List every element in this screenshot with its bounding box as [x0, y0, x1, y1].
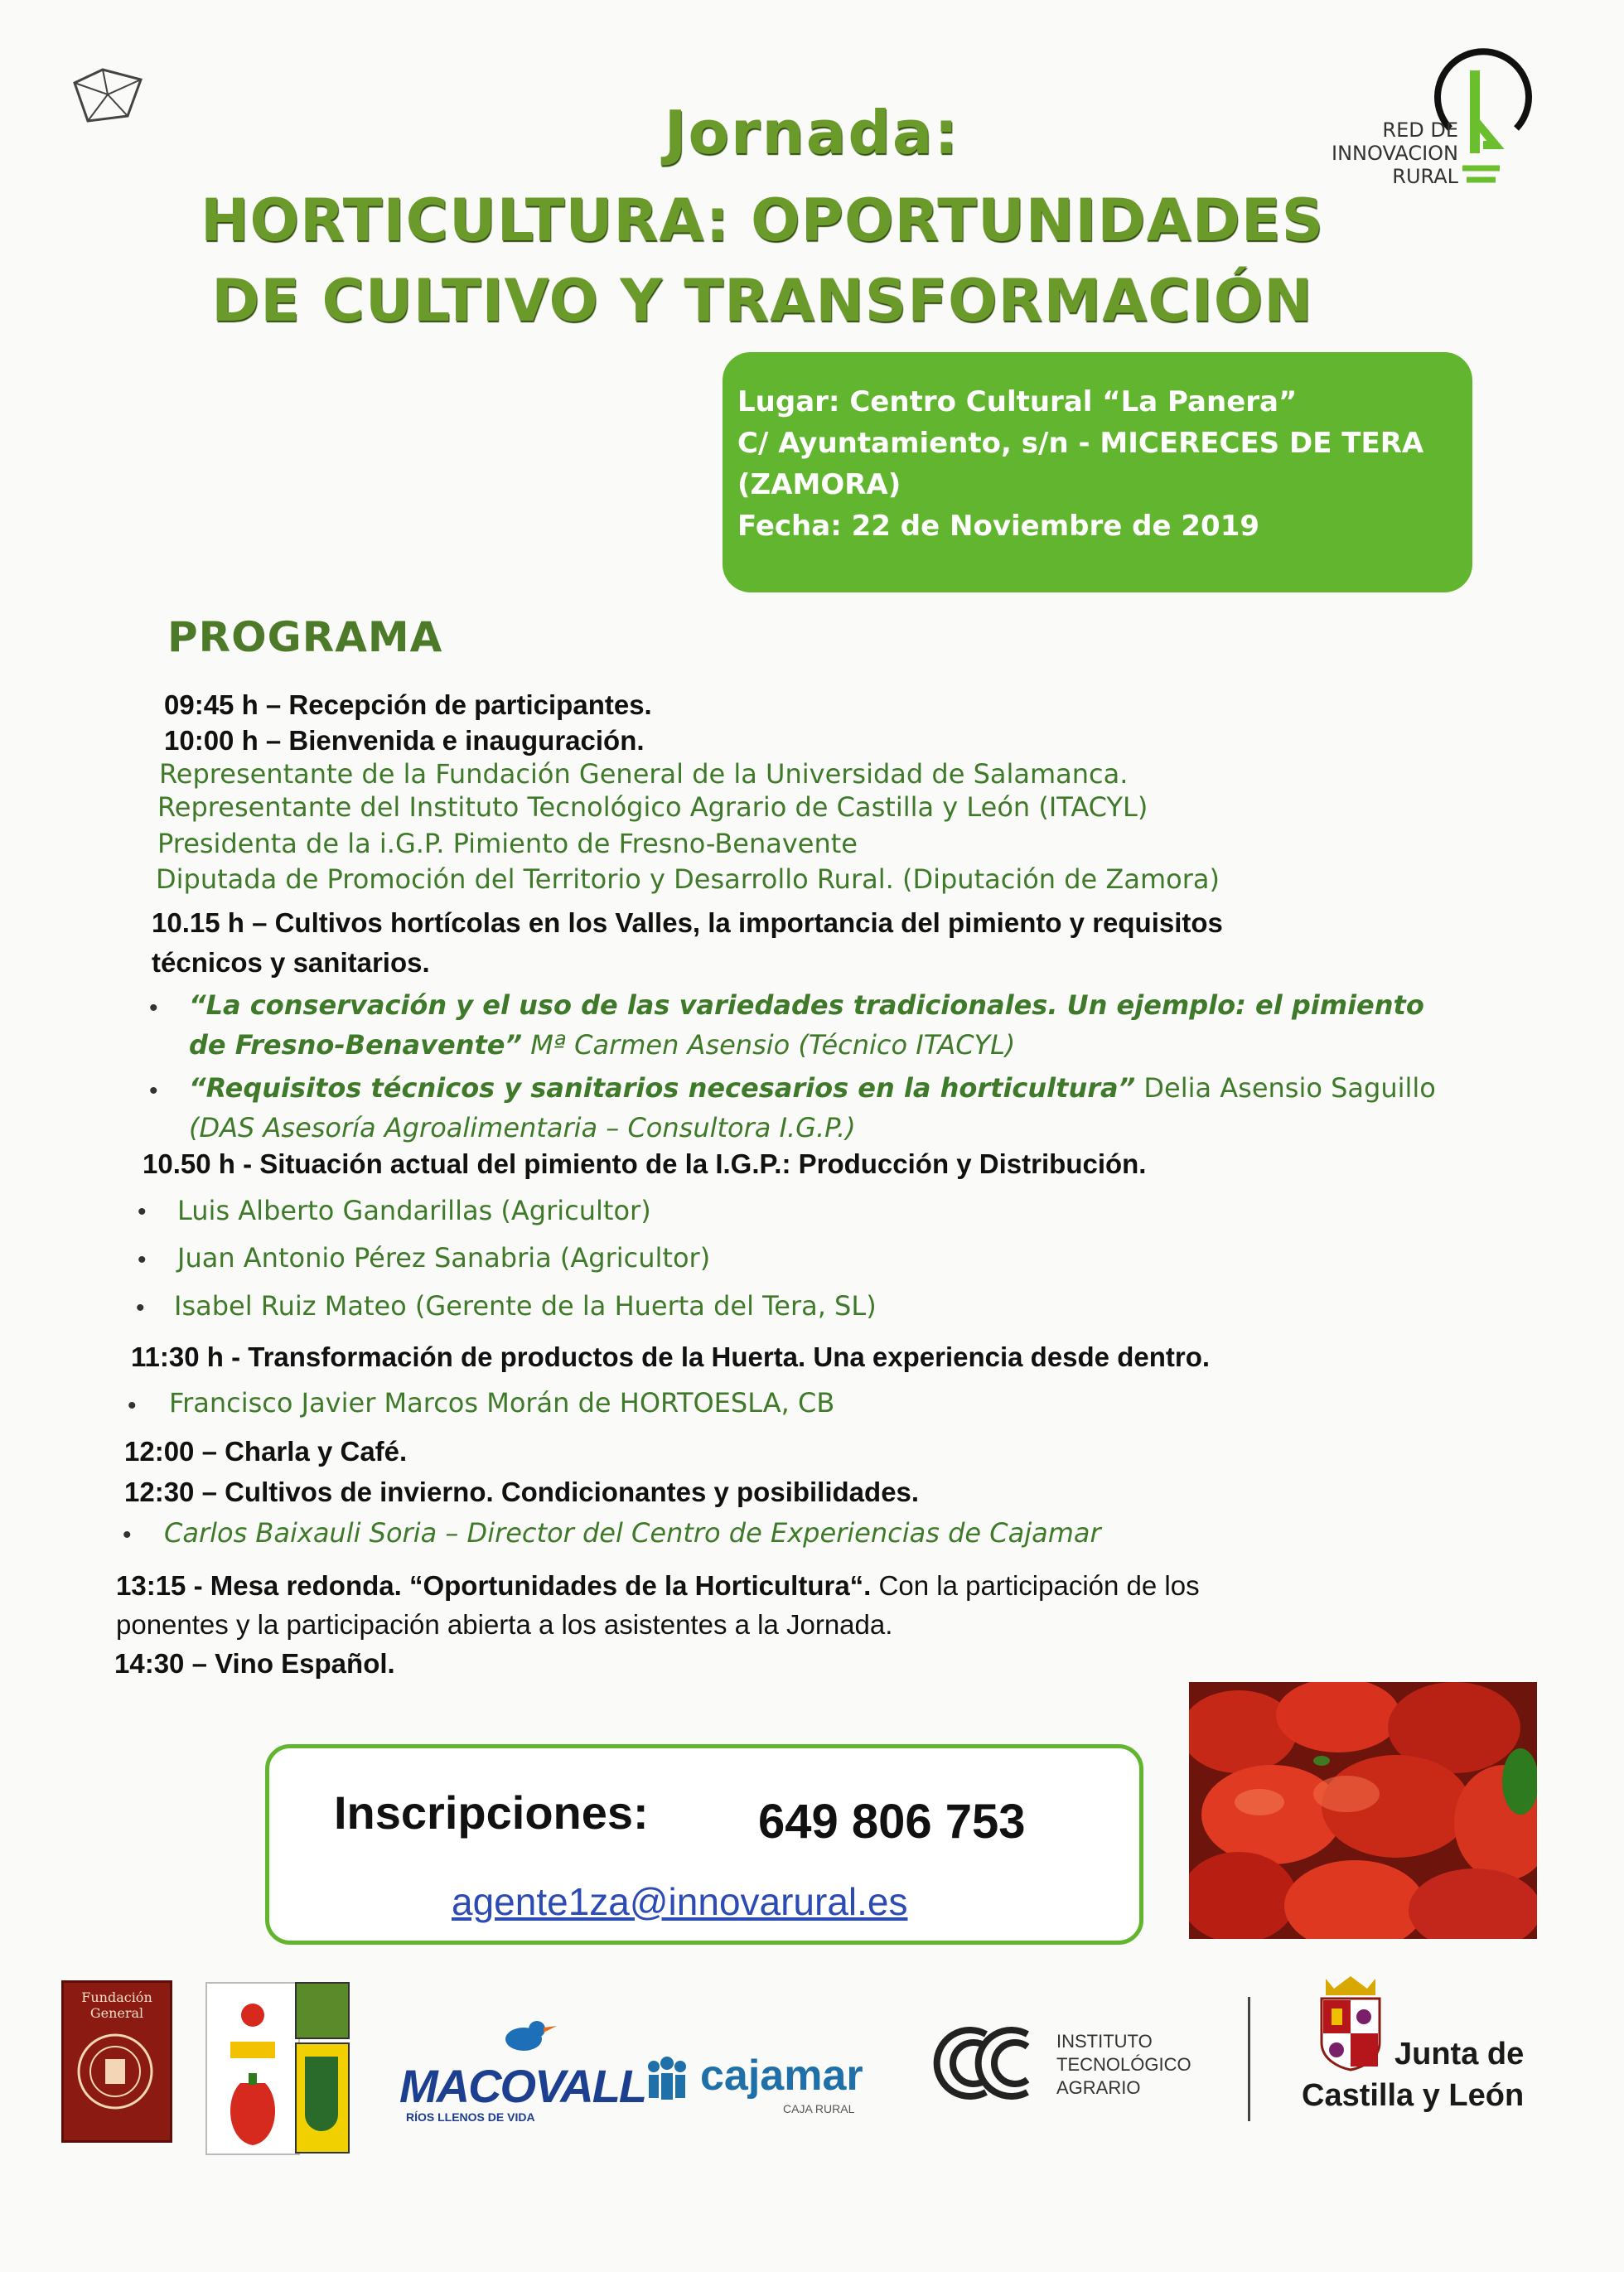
programa-line: Juan Antonio Pérez Sanabria (Agricultor): [177, 1242, 711, 1274]
municipal-shield-icon: [295, 2042, 350, 2154]
sponsor-logos: [0, 1972, 1624, 2221]
programa-line: 11:30 h - Transformación de productos de la Huerta. Una experiencia desde dentro.: [131, 1341, 1211, 1372]
title-line2: HORTICULTURA: OPORTUNIDADES: [200, 186, 1325, 254]
cajamar-subtext: CAJA RURAL: [783, 2102, 855, 2115]
kingfisher-icon: [491, 2009, 557, 2059]
programa-line: 10:00 h – Bienvenida e inauguración.: [164, 725, 645, 756]
macovall-subtext: RÍOS LLENOS DE VIDA: [406, 2110, 535, 2124]
programa-line: Luis Alberto Gandarillas (Agricultor): [177, 1195, 651, 1226]
pepper-icon: [207, 1984, 298, 2154]
itacyl-arcs-icon: [928, 2022, 1044, 2105]
programa-line: 13:15 - Mesa redonda. “Oportunidades de la Horticultura“. Con la participación de los: [116, 1570, 1200, 1601]
info-fecha: Fecha: 22 de Noviembre de 2019: [737, 510, 1260, 543]
junta-castilla-leon-logo: [1297, 1972, 1570, 2138]
junta-text-line2: Castilla y León: [1302, 2078, 1525, 2113]
bullet: •: [149, 994, 158, 1022]
programa-line: de Fresno-Benavente” Mª Carmen Asensio (Técnico ITACYL): [189, 1029, 1016, 1061]
title-jornada: Jornada:: [664, 98, 960, 167]
junta-text-line1: Junta de: [1394, 2037, 1525, 2071]
peppers-photo: [1189, 1682, 1537, 1939]
programa-line: “Requisitos técnicos y sanitarios necesarios en la horticultura” Delia Asensio Saguillo: [189, 1072, 1436, 1104]
programa-line: “La conservación y el uso de las variedades tradicionales. Un ejemplo: el pimiento: [189, 989, 1424, 1021]
fundacion-logo-text: Fundación General: [81, 1989, 152, 2021]
people-icon: [642, 2055, 692, 2105]
info-lugar: Lugar: Centro Cultural “La Panera”: [737, 385, 1298, 418]
bullet: •: [149, 1077, 158, 1105]
programa-line: Representante de la Fundación General de la Universidad de Salamanca.: [159, 758, 1129, 790]
coat-of-arms-icon: [1313, 1972, 1388, 2071]
itacyl-logo: [928, 2022, 1210, 2121]
bullet: •: [136, 1294, 145, 1322]
programa-line: 10.15 h – Cultivos hortícolas en los Valles, la importancia del pimiento y requisitos: [152, 907, 1223, 938]
programa-line: (DAS Asesoría Agroalimentaria – Consultora I.G.P.): [189, 1112, 856, 1143]
macovall-logo: [399, 2009, 646, 2134]
inscripciones-label: Inscripciones:: [334, 1786, 649, 1839]
logo-red-line1: RED DE: [1382, 118, 1458, 142]
programa-line: Isabel Ruiz Mateo (Gerente de la Huerta del Tera, SL): [174, 1290, 877, 1322]
programa-line: técnicos y sanitarios.: [152, 947, 430, 978]
info-box: [723, 352, 1472, 592]
info-direccion: C/ Ayuntamiento, s/n - MICERECES DE TERA: [737, 427, 1424, 460]
inscripciones-email-link[interactable]: agente1za@innovarural.es: [452, 1880, 908, 1923]
programa-line: Carlos Baixauli Soria – Director del Centro de Experiencias de Cajamar: [164, 1517, 1101, 1549]
logo-red-line3: RURAL: [1392, 165, 1458, 188]
programa-line: 09:45 h – Recepción de participantes.: [164, 689, 652, 720]
logo-red-line2: INNOVACION: [1331, 142, 1458, 165]
programa-line: 12:00 – Charla y Café.: [124, 1436, 408, 1467]
bullet: •: [138, 1246, 147, 1274]
programa-line: Presidenta de la i.G.P. Pimiento de Fresno-Benavente: [157, 828, 858, 859]
info-provincia: (ZAMORA): [737, 468, 901, 501]
inscripciones-box: [265, 1744, 1143, 1945]
bullet: •: [128, 1392, 137, 1419]
macovall-text: MACOVALL: [399, 2060, 646, 2112]
programa-line: 10.50 h - Situación actual del pimiento de la I.G.P.: Producción y Distribución.: [143, 1148, 1147, 1179]
programa-line: Diputada de Promoción del Territorio y Desarrollo Rural. (Diputación de Zamora): [156, 863, 1220, 895]
programa-line: 12:30 – Cultivos de invierno. Condicionantes y posibilidades.: [124, 1477, 920, 1507]
seal-icon: [74, 2026, 157, 2117]
inscripciones-phone[interactable]: 649 806 753: [758, 1795, 1026, 1849]
fundacion-logo: [61, 1980, 172, 2143]
divider: [1248, 1997, 1250, 2121]
programa-line: ponentes y la participación abierta a los asistentes a la Jornada.: [116, 1609, 893, 1640]
cajamar-logo: [642, 2051, 874, 2117]
valle-logo: [295, 1982, 350, 2039]
bullet: •: [123, 1521, 132, 1549]
itacyl-text: INSTITUTO TECNOLÓGICO AGRARIO: [1056, 2031, 1191, 2098]
programa-heading: PROGRAMA: [167, 613, 443, 661]
cajamar-text: cajamar: [700, 2052, 863, 2100]
igp-pimiento-logo: [205, 1982, 300, 2155]
programa-line: Francisco Javier Marcos Morán de HORTOESLA, CB: [169, 1387, 835, 1419]
title-line3: DE CULTIVO Y TRANSFORMACIÓN: [211, 267, 1313, 335]
programa-line: 14:30 – Vino Español.: [114, 1648, 395, 1679]
bullet: •: [138, 1198, 147, 1225]
programa-line: Representante del Instituto Tecnológico Agrario de Castilla y León (ITACYL): [157, 791, 1148, 823]
